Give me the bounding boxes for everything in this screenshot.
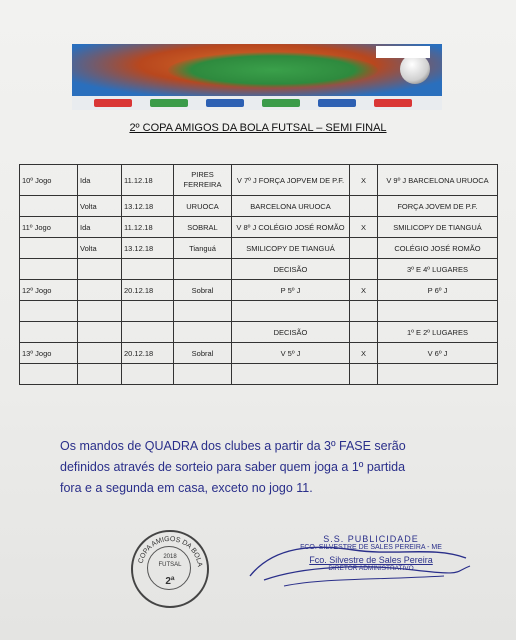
cell-date: 11.12.18 (122, 217, 174, 238)
round-stamp (131, 530, 209, 608)
cell-versus (350, 322, 378, 343)
cell-away-team: 1º E 2º LUGARES (378, 322, 498, 343)
cell-venue (174, 322, 232, 343)
cell-game-number (20, 322, 78, 343)
cell-game-number (20, 301, 78, 322)
cell-home-team: BARCELONA URUOCA (232, 196, 350, 217)
cell-date (122, 364, 174, 385)
cell-home-team: SMILICOPY DE TIANGUÁ (232, 238, 350, 259)
cell-away-team (378, 301, 498, 322)
table-row (20, 238, 498, 259)
stamp-signer-title: DIRETOR ADMINISTRATIVO (328, 565, 414, 572)
sponsor-logo (374, 99, 412, 107)
cell-leg (78, 280, 122, 301)
cell-leg: Volta (78, 238, 122, 259)
table-row (20, 217, 498, 238)
cell-game-number (20, 196, 78, 217)
cell-game-number: 13º Jogo (20, 343, 78, 364)
cell-versus: X (350, 165, 378, 196)
cell-away-team: COLÉGIO JOSÉ ROMÃO (378, 238, 498, 259)
sponsor-logo (318, 99, 356, 107)
cell-venue: Tianguá (174, 238, 232, 259)
cell-home-team: P 5º J (232, 280, 350, 301)
cell-versus: X (350, 217, 378, 238)
stamp-company-owner: FCO. SILVESTRE DE SALES PEREIRA - ME (300, 544, 442, 551)
cell-leg: Ida (78, 165, 122, 196)
sponsor-logo-top-right (376, 46, 430, 58)
cell-leg: Ida (78, 217, 122, 238)
match-schedule-table (19, 164, 498, 385)
cell-away-team (378, 364, 498, 385)
cell-date (122, 301, 174, 322)
cell-away-team: SMILICOPY DE TIANGUÁ (378, 217, 498, 238)
cell-home-team: DECISÃO (232, 259, 350, 280)
cell-venue: SOBRAL (174, 217, 232, 238)
cell-home-team: V 8º J COLÉGIO JOSÉ ROMÃO (232, 217, 350, 238)
rules-note (60, 436, 460, 499)
table-row (20, 364, 498, 385)
cell-leg (78, 301, 122, 322)
cell-away-team: FORÇA JOVEM DE P.F. (378, 196, 498, 217)
cell-date: 13.12.18 (122, 238, 174, 259)
sponsor-logo (206, 99, 244, 107)
cell-leg (78, 322, 122, 343)
cell-game-number: 10º Jogo (20, 165, 78, 196)
event-logo-graphic (168, 52, 378, 88)
company-stamp (286, 534, 456, 572)
cell-venue (174, 364, 232, 385)
cell-date: 11.12.18 (122, 165, 174, 196)
cell-date (122, 322, 174, 343)
table-row (20, 196, 498, 217)
table-row (20, 259, 498, 280)
cell-versus: X (350, 343, 378, 364)
cell-venue: PIRES FERREIRA (174, 165, 232, 196)
cell-versus (350, 259, 378, 280)
stamp-signer-name: Fco. Silvestre de Sales Pereira (309, 555, 433, 565)
cell-home-team: V 5º J (232, 343, 350, 364)
cell-away-team: P 6º J (378, 280, 498, 301)
note-line: definidos através de sorteio para saber quem joga a 1º partida (60, 460, 406, 474)
cell-away-team: V 9º J BARCELONA URUOCA (378, 165, 498, 196)
cell-venue: Sobral (174, 280, 232, 301)
cell-game-number (20, 364, 78, 385)
sponsor-logo (94, 99, 132, 107)
cell-date: 20.12.18 (122, 280, 174, 301)
cell-game-number (20, 259, 78, 280)
stamp-ring-label: COPA AMIGOS DA BOLA (137, 535, 203, 568)
cell-home-team (232, 301, 350, 322)
cell-home-team: V 7º J FORÇA JOPVEM DE P.F. (232, 165, 350, 196)
sponsor-logo (262, 99, 300, 107)
cell-venue: URUOCA (174, 196, 232, 217)
table-row (20, 322, 498, 343)
cell-versus (350, 301, 378, 322)
cell-home-team (232, 364, 350, 385)
cell-away-team: V 6º J (378, 343, 498, 364)
cell-versus (350, 238, 378, 259)
cell-game-number: 12º Jogo (20, 280, 78, 301)
document-title: 2º COPA AMIGOS DA BOLA FUTSAL – SEMI FINAL (129, 122, 387, 134)
note-line: Os mandos de QUADRA dos clubes a partir da 3º FASE serão (60, 439, 406, 453)
cell-away-team: 3º E 4º LUGARES (378, 259, 498, 280)
cell-venue (174, 259, 232, 280)
cell-home-team: DECISÃO (232, 322, 350, 343)
event-banner-image (72, 44, 442, 110)
sponsor-logo (150, 99, 188, 107)
cell-leg (78, 259, 122, 280)
cell-venue: Sobral (174, 343, 232, 364)
cell-leg (78, 364, 122, 385)
table-row (20, 165, 498, 196)
ball-icon (400, 54, 430, 84)
cell-date: 13.12.18 (122, 196, 174, 217)
stamp-label: FUTSAL (158, 562, 182, 568)
cell-game-number (20, 238, 78, 259)
stamp-company-name: S.S. PUBLICIDADE (323, 534, 419, 544)
cell-versus (350, 196, 378, 217)
cell-date: 20.12.18 (122, 343, 174, 364)
table-row (20, 343, 498, 364)
cell-leg (78, 343, 122, 364)
cell-game-number: 11º Jogo (20, 217, 78, 238)
sponsor-strip (72, 96, 442, 110)
table-row (20, 301, 498, 322)
note-line: fora e a segunda em casa, exceto no jogo 11. (60, 481, 313, 495)
cell-versus: X (350, 280, 378, 301)
cell-leg: Volta (78, 196, 122, 217)
cell-venue (174, 301, 232, 322)
cell-date (122, 259, 174, 280)
stamp-year: 2018 (163, 554, 177, 560)
stamp-number: 2ª (165, 576, 175, 587)
table-row (20, 280, 498, 301)
cell-versus (350, 364, 378, 385)
